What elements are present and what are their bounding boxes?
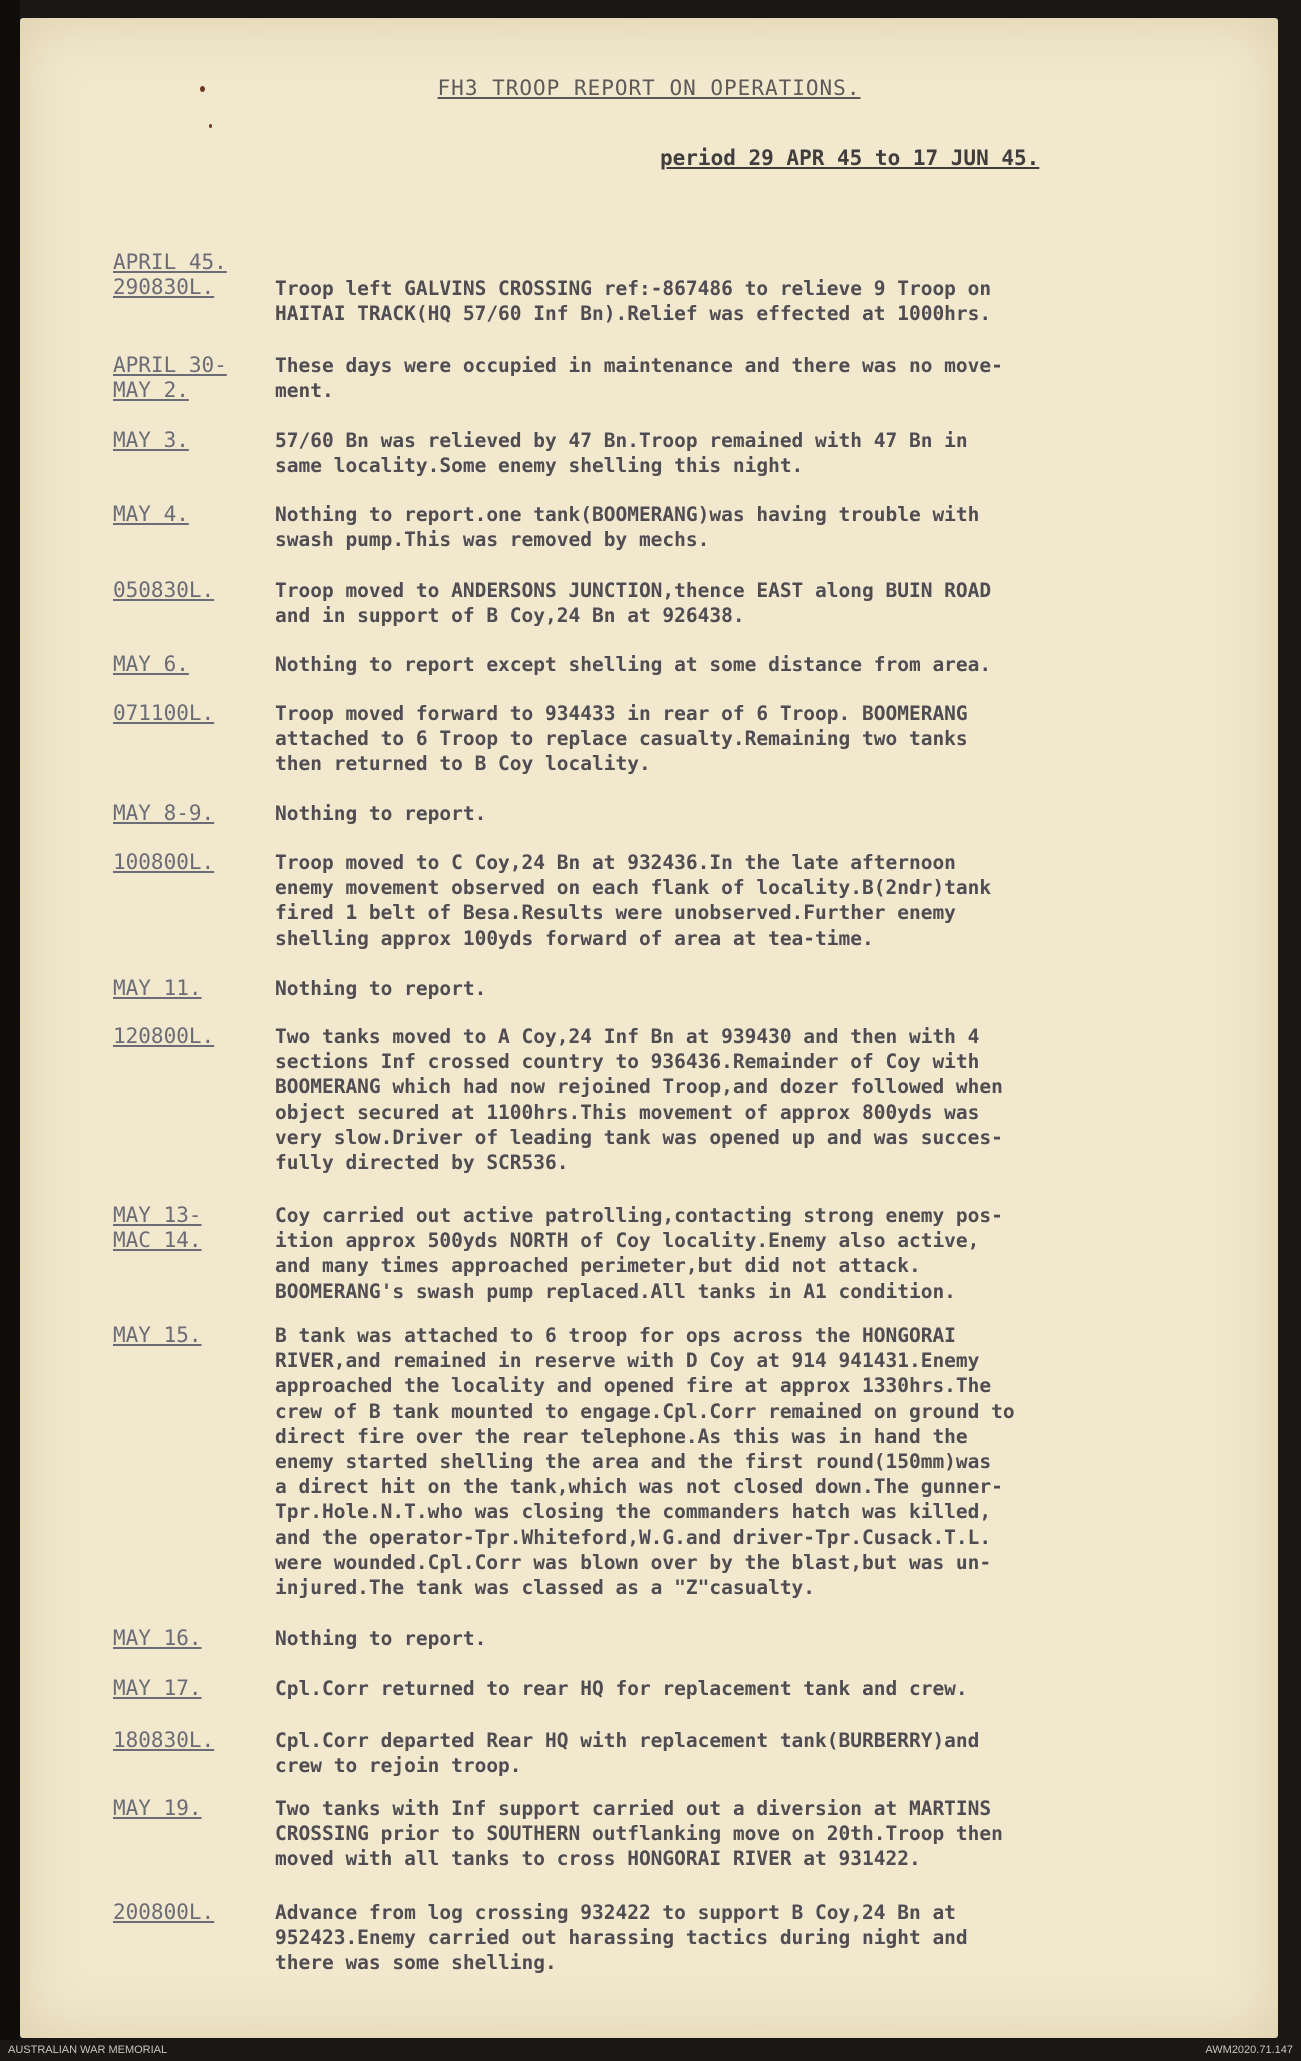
entry-text-line: BOOMERANG which had now rejoined Troop,and dozer followed when xyxy=(275,1075,1003,1099)
entry-text-line: sections Inf crossed country to 936436.Remainder of Coy with xyxy=(275,1050,980,1074)
entry-date-line: 120800L. xyxy=(113,1024,215,1048)
entry-text xyxy=(275,976,1260,1001)
entry-text-line: Troop left GALVINS CROSSING ref:-867486 to relieve 9 Troop on xyxy=(275,277,992,300)
entry-text xyxy=(275,1900,1260,1976)
entry-text-line: Tpr.Hole.N.T.who was closing the commanders hatch was killed, xyxy=(275,1500,992,1524)
entry-text-line: Nothing to report. xyxy=(275,1627,487,1650)
entry-text-line: 952423.Enemy carried out harassing tactics during night and xyxy=(275,1926,968,1950)
entry-text-line: were wounded.Cpl.Corr was blown over by the blast,but was un- xyxy=(275,1550,992,1574)
entry-date-line: MAY 11. xyxy=(113,976,202,1000)
entry-date-line: MAY 13- xyxy=(113,1203,202,1227)
entry-text-line: object secured at 1100hrs.This movement of approx 800yds was xyxy=(275,1100,980,1124)
entry-date-line: MAC 14. xyxy=(113,1228,202,1252)
entry-date-line: MAY 16. xyxy=(113,1626,202,1650)
entry-date-label xyxy=(113,250,283,300)
entry-text-line: 57/60 Bn was relieved by 47 Bn.Troop remained with 47 Bn in xyxy=(275,429,968,452)
entry-date-label xyxy=(113,1626,283,1651)
entry-text xyxy=(275,428,1260,478)
footer-left: AUSTRALIAN WAR MEMORIAL xyxy=(8,2044,168,2056)
entry-date-line: 100800L. xyxy=(113,850,215,874)
entry-text-line: a direct hit on the tank,which was not closed down.The gunner- xyxy=(275,1475,1003,1499)
entry-text-line: Troop moved forward to 934433 in rear of 6 Troop. BOOMERANG xyxy=(275,702,968,725)
entry-date-line: APRIL 45. xyxy=(113,250,227,274)
entry-text-line: Troop moved to C Coy,24 Bn at 932436.In the late afternoon xyxy=(275,851,956,874)
entry-date-label xyxy=(113,1796,283,1821)
entry-date-label xyxy=(113,1024,283,1049)
entry-text-line: injured.The tank was classed as a "Z"casualty. xyxy=(275,1576,816,1600)
entry-text-line: Nothing to report. xyxy=(275,977,487,1000)
entry-date-label xyxy=(113,1676,283,1701)
entry-text-line: attached to 6 Troop to replace casualty.Remaining two tanks xyxy=(275,727,968,751)
entry-text xyxy=(275,353,1260,403)
entry-date-label xyxy=(113,801,283,826)
entry-text-line: there was some shelling. xyxy=(275,1951,557,1975)
scan-edge xyxy=(0,0,20,2040)
entry-text-line: ition approx 500yds NORTH of Coy locality.Enemy also active, xyxy=(275,1229,980,1253)
entry-text xyxy=(275,1626,1260,1651)
entry-text-line: moved with all tanks to cross HONGORAI RIVER at 931422. xyxy=(275,1847,921,1871)
entry-text-line: Two tanks with Inf support carried out a diversion at MARTINS xyxy=(275,1797,992,1820)
entry-text xyxy=(275,1796,1260,1872)
entry-text-line: same locality.Some enemy shelling this night. xyxy=(275,454,804,478)
report-period: period 29 APR 45 to 17 JUN 45. xyxy=(660,146,1040,170)
entry-text-line: enemy started shelling the area and the first round(150mm)was xyxy=(275,1450,992,1474)
entry-date-line: 290830L. xyxy=(113,275,215,299)
entry-text-line: approached the locality and opened fire at approx 1330hrs.The xyxy=(275,1374,992,1398)
entry-text-line: Advance from log crossing 932422 to support B Coy,24 Bn at xyxy=(275,1901,956,1924)
entry-text xyxy=(275,502,1260,552)
entry-date-label xyxy=(113,578,283,603)
entry-date-line: MAY 8-9. xyxy=(113,801,215,825)
document-page xyxy=(20,18,1278,2038)
entry-text-line: BOOMERANG's swash pump replaced.All tanks in A1 condition. xyxy=(275,1279,956,1303)
entry-text xyxy=(275,1728,1260,1778)
entry-text-line: crew to rejoin troop. xyxy=(275,1754,522,1778)
entry-text-line: Nothing to report except shelling at some distance from area. xyxy=(275,653,992,676)
entry-text xyxy=(275,701,1260,777)
entry-text-line: and in support of B Coy,24 Bn at 926438. xyxy=(275,604,745,628)
footer-right: AWM2020.71.147 xyxy=(1205,2044,1293,2056)
entry-text-line: These days were occupied in maintenance and there was no move- xyxy=(275,354,1003,377)
entry-text-line: Cpl.Corr returned to rear HQ for replacement tank and crew. xyxy=(275,1677,968,1700)
entry-text xyxy=(275,1203,1260,1304)
entry-date-label xyxy=(113,353,283,403)
entry-date-line: 071100L. xyxy=(113,701,215,725)
entry-date-line: MAY 17. xyxy=(113,1676,202,1700)
entry-text-line: swash pump.This was removed by mechs. xyxy=(275,528,710,552)
entry-date-line: MAY 15. xyxy=(113,1323,202,1347)
entry-date-label xyxy=(113,1728,283,1753)
entry-date-line: MAY 3. xyxy=(113,428,189,452)
entry-text-line: shelling approx 100yds forward of area at tea-time. xyxy=(275,926,874,950)
entry-text-line: RIVER,and remained in reserve with D Coy at 914 941431.Enemy xyxy=(275,1349,980,1373)
entry-text-line: fully directed by SCR536. xyxy=(275,1151,569,1175)
entry-text-line: HAITAI TRACK(HQ 57/60 Inf Bn).Relief was effected at 1000hrs. xyxy=(275,302,992,326)
entry-text xyxy=(275,1323,1260,1600)
entry-date-label xyxy=(113,976,283,1001)
entry-text-line: Nothing to report. xyxy=(275,802,487,825)
entry-text-line: and the operator-Tpr.Whiteford,W.G.and driver-Tpr.Cusack.T.L. xyxy=(275,1525,992,1549)
entry-date-line: MAY 6. xyxy=(113,652,189,676)
entry-date-line: 200800L. xyxy=(113,1900,215,1924)
entry-text-line: crew of B tank mounted to engage.Cpl.Corr remained on ground to xyxy=(275,1399,1015,1423)
entry-text-line: B tank was attached to 6 troop for ops across the HONGORAI xyxy=(275,1324,956,1347)
entry-text-line: ment. xyxy=(275,379,334,403)
entry-text xyxy=(275,801,1260,826)
entry-text-line: Nothing to report.one tank(BOOMERANG)was having trouble with xyxy=(275,503,980,526)
entry-text xyxy=(275,276,1260,326)
entry-date-line: 050830L. xyxy=(113,578,215,602)
entry-date-line: MAY 2. xyxy=(113,378,189,402)
entry-text-line: CROSSING prior to SOUTHERN outflanking move on 20th.Troop then xyxy=(275,1822,1003,1846)
entry-text xyxy=(275,850,1260,951)
entry-date-line: MAY 19. xyxy=(113,1796,202,1820)
entry-text xyxy=(275,1676,1260,1701)
entry-text-line: fired 1 belt of Besa.Results were unobserved.Further enemy xyxy=(275,901,956,925)
entry-date-line: APRIL 30- xyxy=(113,353,227,377)
entry-text-line: and many times approached perimeter,but did not attack. xyxy=(275,1254,921,1278)
entry-date-label xyxy=(113,652,283,677)
entry-date-line: 180830L. xyxy=(113,1728,215,1752)
entry-date-label xyxy=(113,428,283,453)
entry-text-line: Cpl.Corr departed Rear HQ with replacement tank(BURBERRY)and xyxy=(275,1729,980,1752)
entry-text-line: enemy movement observed on each flank of locality.B(2ndr)tank xyxy=(275,876,992,900)
entry-date-label xyxy=(113,1900,283,1925)
entry-date-line: MAY 4. xyxy=(113,502,189,526)
entry-text-line: Troop moved to ANDERSONS JUNCTION,thence EAST along BUIN ROAD xyxy=(275,579,992,602)
entry-text xyxy=(275,652,1260,677)
entry-date-label xyxy=(113,701,283,726)
ink-mark xyxy=(209,124,212,128)
entry-text-line: direct fire over the rear telephone.As this was in hand the xyxy=(275,1424,968,1448)
entry-text xyxy=(275,578,1260,628)
entry-text-line: very slow.Driver of leading tank was opened up and was succes- xyxy=(275,1125,1003,1149)
entry-date-label xyxy=(113,502,283,527)
entry-text-line: Coy carried out active patrolling,contacting strong enemy pos- xyxy=(275,1204,1003,1227)
entry-text xyxy=(275,1024,1260,1175)
entry-date-label xyxy=(113,850,283,875)
report-title: FH3 TROOP REPORT ON OPERATIONS. xyxy=(437,76,861,100)
entry-date-label xyxy=(113,1323,283,1348)
entry-text-line: Two tanks moved to A Coy,24 Inf Bn at 939430 and then with 4 xyxy=(275,1025,980,1048)
entry-date-label xyxy=(113,1203,283,1253)
entry-text-line: then returned to B Coy locality. xyxy=(275,752,651,776)
